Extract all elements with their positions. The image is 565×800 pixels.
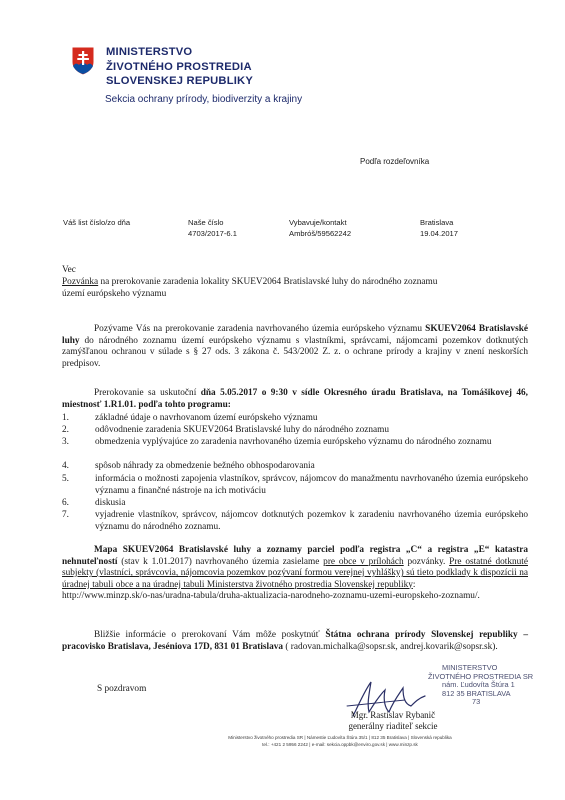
- program-text: diskusia: [95, 498, 126, 508]
- date-value: 19.04.2017: [420, 229, 459, 238]
- handled-by-label: Vybavuje/kontakt: [289, 218, 347, 227]
- slovak-coat-of-arms-icon: [71, 46, 95, 76]
- p2-meeting-details: dňa 5.05.2017 o 9:30 v sídle Okresného úradu Bratislava, na Tomášikovej 46, miestnosť 1.R1.01. podľa tohto programu:: [62, 388, 528, 410]
- p3-underlined-1: pre obce v prílohách: [323, 556, 404, 567]
- subject-line2: území európskeho významu: [62, 289, 167, 299]
- recipient: Podľa rozdeľovníka: [360, 157, 430, 166]
- p1-text-a: Pozývame Vás na prerokovanie zaradenia navrhovaného územia európskeho významu: [94, 324, 426, 334]
- program-text: obmedzenia vyplývajúce zo zaradenia navrhovaného územia európskeho významu do národného zoznamu: [95, 437, 492, 447]
- stamp-line3: nám. Ľudovíta Štúra 1: [442, 680, 515, 689]
- p3-colon: :: [412, 579, 416, 590]
- stamp-line1: MINISTERSTVO: [442, 663, 498, 672]
- program-text: informácia o možnosti zapojenia vlastníkov, správcov, nájomcov do manažmentu navrhovaného územia európskeho významu a finančné nástroje na ich motiváciu: [95, 474, 528, 496]
- p4-text-a: Bližšie informácie o prerokovaní Vám môže poskytnúť: [94, 630, 326, 640]
- our-number-value: 4703/2017-6.1: [188, 229, 237, 238]
- paragraph-meeting: [62, 388, 528, 411]
- program-number: 7.: [62, 510, 69, 520]
- footer-address: Ministerstvo životného prostredia SR | Námestie Ľudovíta Štúra 35/1 | 812 35 Bratislava | Slovenská republika: [228, 735, 452, 740]
- p1-site-name: SKUEV2064 Bratislavské luhy: [62, 324, 528, 346]
- p3-underlined-2: Pre ostatné dotknuté subjekty (vlastníci, správcovia, nájomcovia pozemkov pozývaní formou verejnej vyhlášky) sú tieto podklady k dispozícii na úradnej tabuli obce a na úradnej tabuli Ministerstva životného prostredia Slovenskej republiky: [62, 556, 528, 590]
- program-number: 1.: [62, 413, 69, 423]
- ministry-name-line2: ŽIVOTNÉHO PROSTREDIA: [106, 61, 252, 73]
- program-text: odôvodnenie zaradenia SKUEV2064 Bratislavské luhy do národného zoznamu: [95, 425, 390, 435]
- program-number: 2.: [62, 425, 69, 435]
- place-label: Bratislava: [420, 218, 454, 227]
- footer-contact: tel.: +421 2 5956 2242 | e-mail: sekcia.oppbk@enviro.gov.sk | www.minzp.sk: [262, 741, 418, 747]
- subject-label: Vec: [62, 265, 76, 275]
- your-letter-label: Váš list číslo/zo dňa: [63, 218, 131, 227]
- our-number-label: Naše číslo: [188, 218, 224, 227]
- paragraph-contact: [62, 630, 528, 653]
- program-number: 5.: [62, 474, 69, 484]
- ministry-name-line3: SLOVENSKEJ REPUBLIKY: [106, 75, 253, 87]
- program-text: základné údaje o navrhovanom území európskeho významu: [95, 413, 318, 423]
- subject-line1: [62, 277, 532, 289]
- program-number: 3.: [62, 437, 69, 447]
- p4-text-b: ( radovan.michalka@sopsr.sk, andrej.kovarik@sopsr.sk).: [283, 641, 498, 652]
- handled-by-value: Ambróš/59562242: [289, 229, 352, 238]
- p2-text-a: Prerokovanie sa uskutoční: [94, 388, 201, 398]
- official-stamp: [428, 664, 538, 707]
- paragraph-map-info: [62, 545, 528, 603]
- ministry-name-line1: MINISTERSTVO: [106, 46, 193, 58]
- greeting: S pozdravom: [97, 684, 147, 694]
- footer: [155, 735, 525, 748]
- p3-url-link[interactable]: http://www.minzp.sk/o-nas/uradna-tabula/druha-aktualizacia-narodneho-zoznamu-uzemi-europskeho-zoznamu/.: [62, 591, 480, 601]
- signer-title: generálny riaditeľ sekcie: [348, 720, 438, 731]
- paragraph-invitation: [62, 324, 528, 370]
- signer-block: [333, 710, 453, 731]
- p3-map-title: Mapa SKUEV2064 Bratislavské luhy a zoznamy parciel podľa registra „C“ a registra „E“ katastra nehnuteľností: [62, 545, 528, 567]
- stamp-line4: 812 35 BRATISLAVA: [442, 688, 511, 698]
- subject-lead: Pozvánka: [62, 277, 99, 287]
- stamp-line5: 73: [472, 697, 481, 706]
- program-number: 6.: [62, 498, 69, 508]
- program-text: vyjadrenie vlastníkov, správcov, nájomcov dotknutých pozemkov k zaradeniu navrhovaného územia európskeho významu do národného zoznamu.: [95, 510, 528, 532]
- section-name: Sekcia ochrany prírody, biodiverzity a krajiny: [105, 94, 303, 105]
- program-number: 4.: [62, 461, 69, 471]
- signer-name: Mgr. Rastislav Rybanič: [350, 710, 436, 720]
- subject-line1-rest: na prerokovanie zaradenia lokality SKUEV2064 Bratislavské luhy do národného zoznamu: [98, 277, 438, 287]
- program-text: spôsob náhrady za obmedzenie bežného obhospodarovania: [95, 461, 315, 471]
- p3-text-b: pozvánky.: [403, 556, 450, 567]
- stamp-line2: ŽIVOTNÉHO PROSTREDIA SR: [428, 671, 534, 681]
- p1-text-b: do národného zoznamu území európskeho významu s vlastníkmi, správcami, nájomcami pozemkov dotknutých zamýšľanou ochranou v súlade s § 27 ods. 3 zákona č. 543/2002 Z. z. o ochrane prírody a krajiny v znení neskorších predpisov.: [62, 335, 528, 369]
- p3-text-a: (stav k 1.01.2017) navrhovaného územia zasielame: [117, 556, 324, 567]
- p4-contact-org: Štátna ochrana prírody Slovenskej republiky – pracovisko Bratislava, Jeséniova 17D, 831 01 Bratislava: [62, 630, 528, 652]
